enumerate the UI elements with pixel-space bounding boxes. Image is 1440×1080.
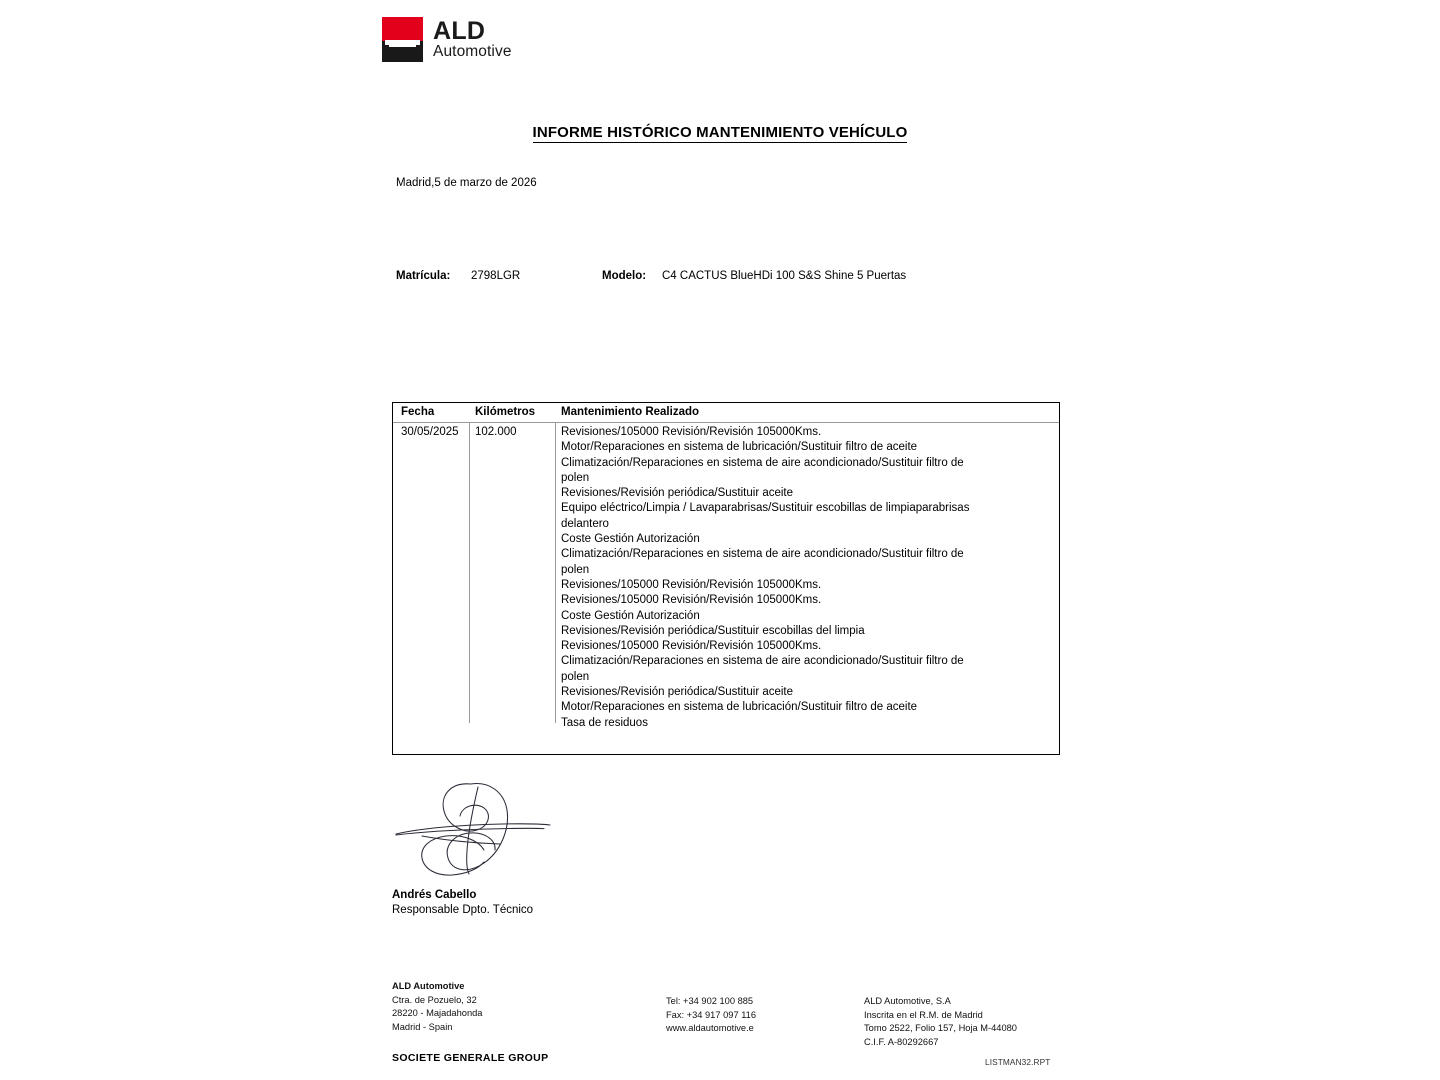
maintenance-item: Climatización/Reparaciones en sistema de aire acondicionado/Sustituir filtro de polen <box>561 456 964 484</box>
maintenance-item: Revisiones/Revisión periódica/Sustituir escobillas del limpia <box>561 624 865 637</box>
logo-red-block <box>382 17 423 41</box>
logo-notch-right <box>416 45 420 48</box>
model-value: C4 CACTUS BlueHDi 100 S&S Shine 5 Puertas <box>662 270 907 282</box>
maintenance-item: Revisiones/Revisión periódica/Sustituir aceite <box>561 487 794 500</box>
footer-fax: Fax: +34 917 097 116 <box>666 1009 757 1020</box>
maintenance-item: Revisiones/Revisión periódica/Sustituir aceite <box>561 686 794 699</box>
place-and-date: Madrid,5 de marzo de 2026 <box>396 177 537 189</box>
footer-legal-line-4: C.I.F. A-80292667 <box>864 1037 939 1048</box>
maintenance-history-table <box>392 402 1060 755</box>
maintenance-item: Climatización/Reparaciones en sistema de aire acondicionado/Sustituir filtro de polen <box>561 548 964 576</box>
signature-image <box>392 778 555 883</box>
column-header-kilometers: Kilómetros <box>475 406 536 418</box>
handwritten-signature-icon <box>392 778 555 883</box>
footer-telephone: Tel: +34 902 100 885 <box>666 996 754 1006</box>
maintenance-item: Climatización/Reparaciones en sistema de aire acondicionado/Sustituir filtro de polen <box>561 655 964 683</box>
logo-text-automotive: Automotive <box>433 43 512 61</box>
signatory-role: Responsable Dpto. Técnico <box>392 904 534 916</box>
page-title-text: INFORME HISTÓRICO MANTENIMIENTO VEHÍCULO <box>532 124 908 141</box>
vehicle-info <box>396 270 1056 286</box>
ald-automotive-logo <box>382 17 512 62</box>
footer-address-line-3: Madrid - Spain <box>392 1022 453 1033</box>
logo-text-ald: ALD <box>433 17 486 46</box>
table-header-row <box>393 403 1059 423</box>
maintenance-item: Coste Gestión Autorización <box>561 609 700 622</box>
footer-company-name: ALD Automotive <box>392 981 465 991</box>
footer-address-column <box>392 980 482 1035</box>
ald-logo-mark-icon <box>382 17 423 62</box>
model-label: Modelo: <box>602 270 647 282</box>
column-divider-1 <box>469 422 470 723</box>
plate-label: Matrícula: <box>396 270 451 282</box>
table-row-kilometers: 102.000 <box>475 426 517 438</box>
plate-value: 2798LGR <box>471 270 521 282</box>
table-row-date: 30/05/2025 <box>401 426 459 438</box>
logo-white-band <box>385 40 420 47</box>
footer-contact-column <box>666 995 756 1036</box>
logo-wordmark <box>433 18 512 61</box>
column-header-maintenance: Mantenimiento Realizado <box>561 406 700 418</box>
logo-notch-left <box>385 45 389 48</box>
footer-legal-line-1: ALD Automotive, S.A <box>864 996 951 1006</box>
report-id-label: LISTMAN32.RPT <box>985 1057 1051 1067</box>
maintenance-item: Revisiones/105000 Revisión/Revisión 105000Kms. <box>561 578 822 591</box>
maintenance-item: Equipo eléctrico/Limpia / Lavaparabrisas/Sustituir escobillas de limpiaparabrisas delantero <box>561 502 970 530</box>
footer-website[interactable]: www.aldautomotive.e <box>666 1023 754 1034</box>
societe-generale-group-label: SOCIETE GENERALE GROUP <box>392 1052 549 1064</box>
footer-address-line-2: 28220 - Majadahonda <box>392 1008 483 1019</box>
footer-legal-line-3: Tomo 2522, Folio 157, Hoja M-44080 <box>864 1023 1017 1034</box>
footer-address-line-1: Ctra. de Pozuelo, 32 <box>392 994 477 1005</box>
maintenance-item-list <box>561 425 983 731</box>
maintenance-item: Motor/Reparaciones en sistema de lubricación/Sustituir filtro de aceite <box>561 441 918 454</box>
maintenance-item: Coste Gestión Autorización <box>561 533 700 546</box>
maintenance-item: Revisiones/105000 Revisión/Revisión 105000Kms. <box>561 640 822 653</box>
page-title <box>0 124 1440 141</box>
signatory-name: Andrés Cabello <box>392 889 477 901</box>
maintenance-item: Revisiones/105000 Revisión/Revisión 105000Kms. <box>561 594 822 607</box>
maintenance-item: Revisiones/105000 Revisión/Revisión 105000Kms. <box>561 426 822 438</box>
column-header-date: Fecha <box>401 406 435 418</box>
column-divider-2 <box>555 422 556 723</box>
maintenance-item: Tasa de residuos <box>561 716 648 729</box>
footer-legal-line-2: Inscrita en el R.M. de Madrid <box>864 1009 983 1020</box>
footer-legal-column <box>864 995 1017 1050</box>
maintenance-item: Motor/Reparaciones en sistema de lubricación/Sustituir filtro de aceite <box>561 701 918 714</box>
